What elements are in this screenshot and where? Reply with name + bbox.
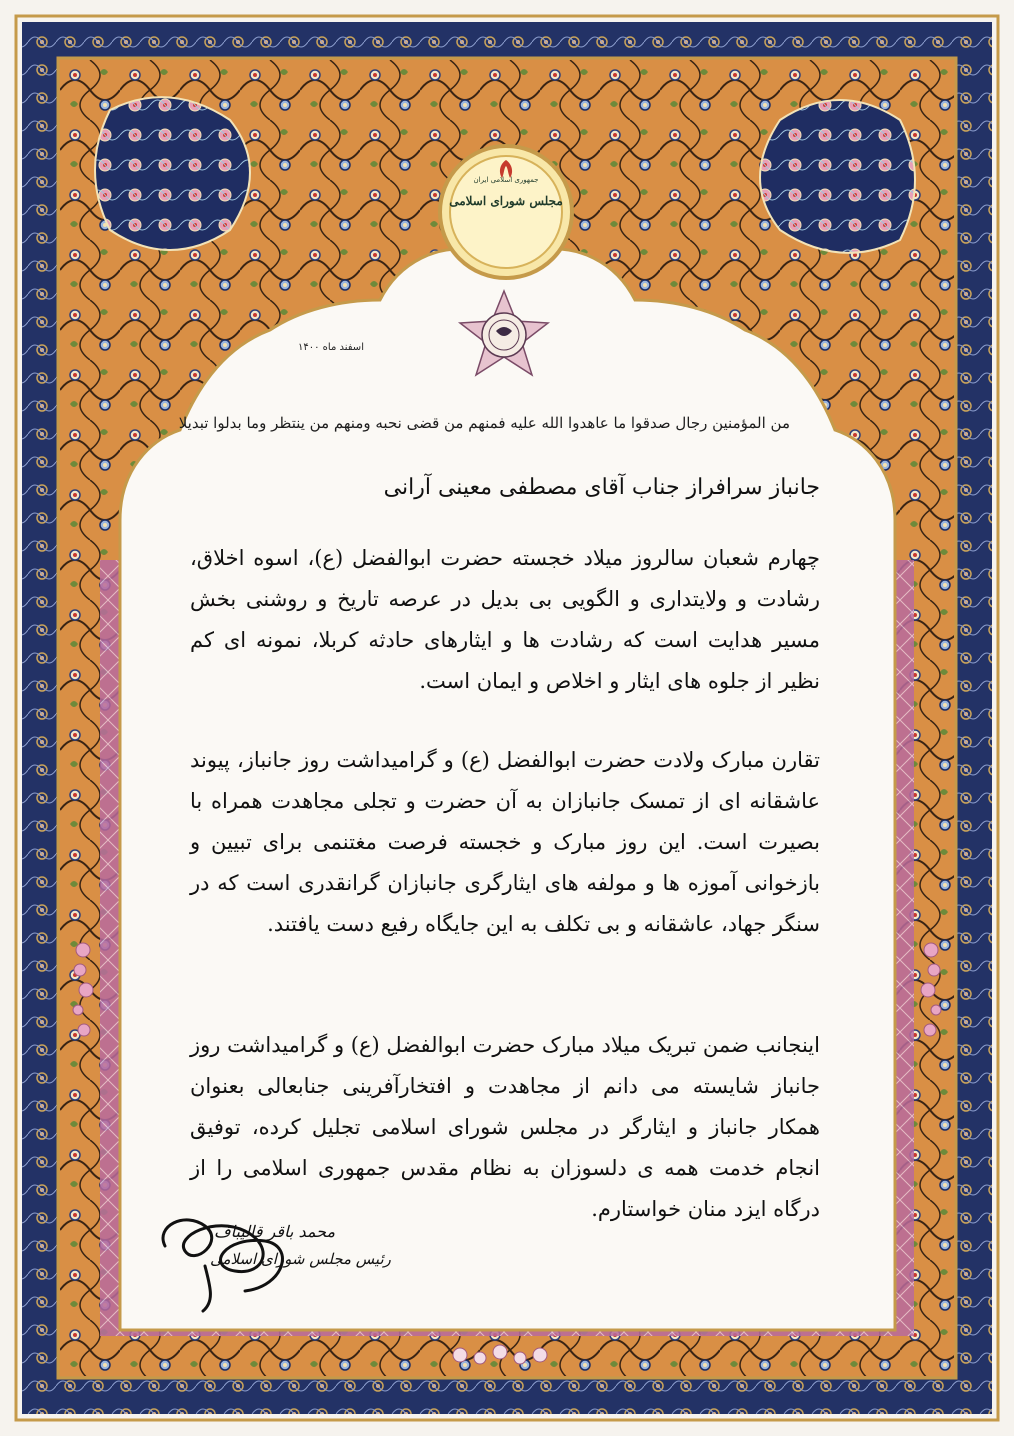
paragraph-1: چهارم شعبان سالروز میلاد خجسته حضرت ابوالفضل (ع)، اسوه اخلاق، رشادت و ولایتداری و الگویی بی بدیل در عرصه تاریخ و روشنی بخش مسیر هدایت است که رشادت ها و ایثارهای حادثه کربلا، نمونه ای کم نظیر از جلوه های ایثار و اخلاص و ایمان است. <box>190 546 820 693</box>
paragraph-2: تقارن مبارک ولادت حضرت ابوالفضل (ع) و گرامیداشت روز جانباز، پیوند عاشقانه ای از تمسک جانبازان به آن حضرت و تجلی مجاهدت همراه با بصیرت است. این روز مبارک و خجسته فرصت مغتنمی برای تبیین و بازخوانی آموزه ها و مولفه های ایثارگری جانبازان گرانقدری است که در سنگر جهاد، عاشقانه و بی تکلف به این جایگاه رفیع دست یافتند. <box>190 748 820 936</box>
quran-epigraph: من المؤمنین رجال صدقوا ما عاهدوا الله علیه فمنهم من قضی نحبه ومنهم من ینتظر وما بدلوا تبدیلا <box>178 414 790 432</box>
emblem-title: مجلس شورای اسلامی <box>449 194 563 208</box>
signatory-title: رئیس مجلس شورای اسلامی <box>210 1250 391 1268</box>
signatory-name: محمد باقر قالیباف <box>214 1222 336 1241</box>
addressee-line: جانباز سرافراز جناب آقای مصطفی معینی آرانی <box>383 475 820 500</box>
emblem-subtitle: جمهوری اسلامی ایران <box>473 176 539 184</box>
letter-date: اسفند ماه ۱۴۰۰ <box>298 342 364 353</box>
paragraph-3: اینجانب ضمن تبریک میلاد مبارک حضرت ابوالفضل (ع) و گرامیداشت روز جانباز شایسته می دانم از مجاهدت و افتخارآفرینی جنابعالی بعنوان همکار جانباز و ایثارگر در مجلس شورای اسلامی تجلیل کرده، توفیق انجام خدمت همه ی دلسوزان به نظام مقدس جمهوری اسلامی را از درگاه ایزد منان خواستارم. <box>190 1033 820 1221</box>
